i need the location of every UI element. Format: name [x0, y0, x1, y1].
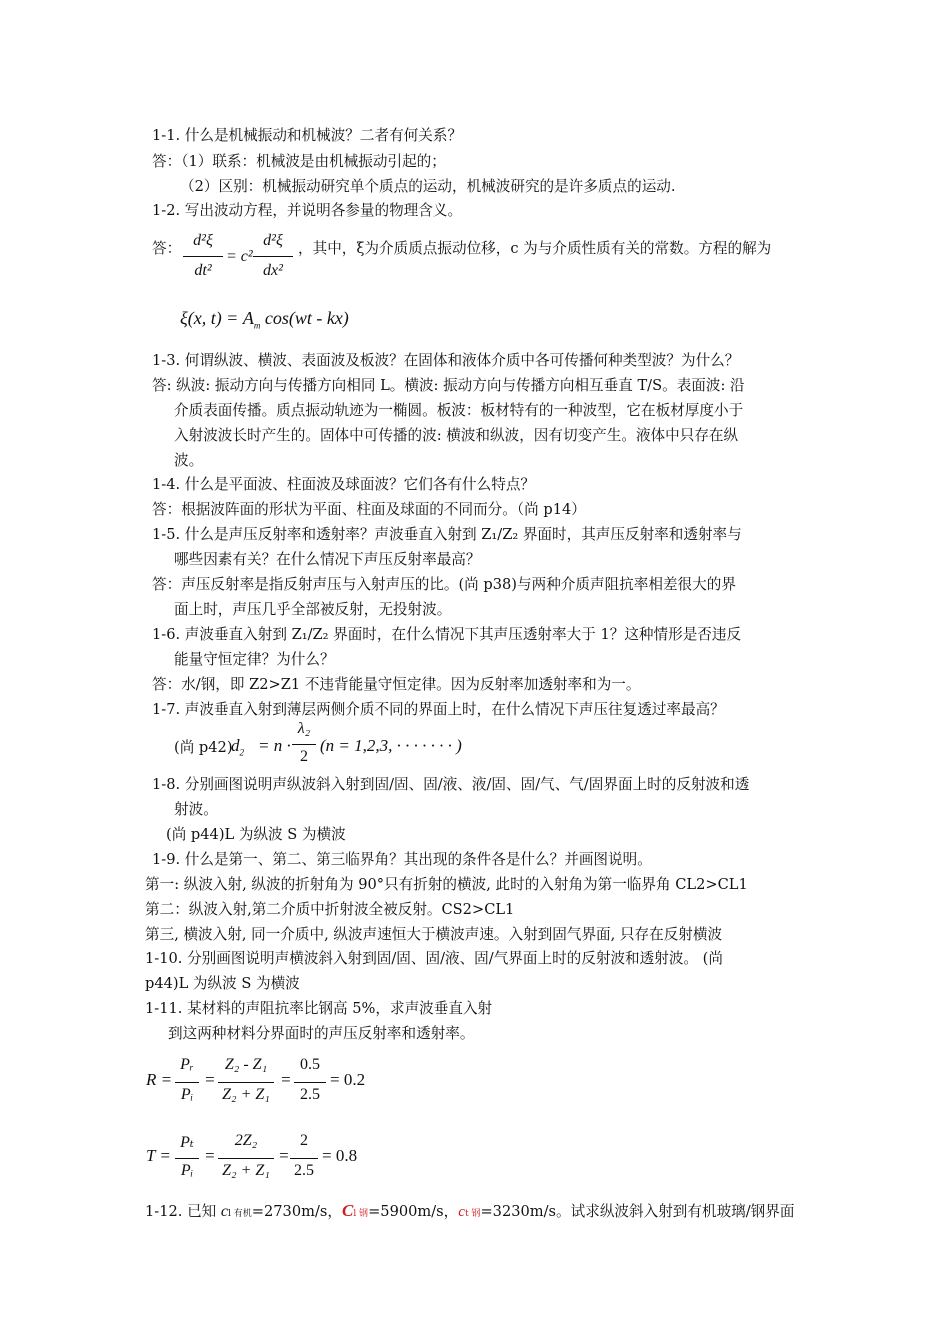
question-1-10-line-2: p44)L 为纵波 S 为横波 — [145, 975, 300, 992]
reflection-f3-denominator: 2.5 — [300, 1086, 320, 1103]
thin-layer-numerator: λ₂ — [297, 720, 311, 737]
answer-1-3-line-3: 入射波波长时产生的。固体中可传播的波: 横波和纵波，因有切变产生。液体中只存在纵 — [174, 427, 739, 444]
answer-1-2-text: ，其中，ξ为介质质点振动位移，c 为与介质性质有关的常数。方程的解为 — [298, 240, 772, 257]
transmission-f3-denominator: 2.5 — [294, 1162, 314, 1179]
thin-layer-denominator: 2 — [300, 748, 308, 765]
thin-layer-equals-n: = n · — [258, 736, 291, 755]
answer-1-6: 答：水/钢，即 Z2>Z1 不违背能量守恒定律。因为反射率加透射率和为一。 — [152, 676, 641, 693]
question-1-11-line-1: 1-11. 某材料的声阻抗率比钢高 5%，求声波垂直入射 — [145, 1000, 493, 1017]
reflection-result: = 0.2 — [330, 1070, 366, 1089]
answer-1-1-line-2: （2）区别：机械振动研究单个质点的运动，机械波研究的是许多质点的运动. — [180, 178, 676, 195]
transmission-T-label: T = — [146, 1146, 171, 1165]
answer-1-1-line-1: 答：（1）联系：机械波是由机械振动引起的； — [152, 153, 446, 170]
question-1-2: 1-2. 写出波动方程，并说明各参量的物理含义。 — [152, 202, 463, 219]
transmission-f3-bar — [290, 1158, 318, 1159]
reflection-eq1: = — [204, 1070, 216, 1089]
transmission-eq2: = — [278, 1146, 290, 1165]
reflection-f1-numerator: Pᵣ — [180, 1056, 194, 1073]
thin-layer-d2: $d_2$ — [231, 736, 244, 758]
question-1-8-line-1: 1-8. 分别画图说明声纵波斜入射到固/固、固/液、液/固、固/气、气/固界面上时的反射波和透 — [152, 776, 750, 793]
reflection-f1-bar — [175, 1082, 199, 1083]
wave-eq-lhs-numerator: d²ξ — [193, 232, 213, 249]
wave-eq-rhs-numerator: d²ξ — [263, 232, 283, 249]
transmission-f1-bar — [175, 1158, 199, 1159]
question-1-5-line-2: 哪些因素有关？在什么情况下声压反射率最高？ — [174, 551, 481, 568]
question-1-10-line-1: 1-10. 分别画图说明声横波斜入射到固/固、固/液、固/气界面上时的反射波和透射波。 (尚 — [145, 950, 723, 967]
thin-layer-n-values: (n = 1,2,3, · · · · · · · ) — [320, 736, 462, 755]
reflection-f2-denominator: Z₂ + Z₁ — [222, 1086, 270, 1103]
transmission-f1-denominator: Pᵢ — [180, 1162, 194, 1179]
question-1-6-line-1: 1-6. 声波垂直入射到 Z₁/Z₂ 界面时，在什么情况下其声压透射率大于 1？这种情形是否违反 — [152, 626, 742, 643]
answer-1-9-second: 第二：纵波入射,第二介质中折射波全被反射。CS2>CL1 — [145, 901, 515, 918]
wave-eq-rhs-fraction-bar — [253, 256, 293, 257]
transmission-result: = 0.8 — [322, 1146, 358, 1165]
answer-1-5-line-2: 面上时，声压几乎全部被反射，无投射波。 — [174, 601, 452, 618]
transmission-f2-numerator: 2Z₂ — [234, 1132, 258, 1149]
answer-1-2-prefix: 答： — [152, 240, 182, 257]
question-1-4: 1-4. 什么是平面波、柱面波及球面波？它们各有什么特点？ — [152, 476, 536, 493]
answer-1-7-prefix: (尚 p42) — [174, 739, 233, 756]
question-1-3: 1-3. 何谓纵波、横波、表面波及板波？在固体和液体介质中各可传播何种类型波？为什么？ — [152, 352, 740, 369]
thin-layer-fraction-bar — [292, 744, 316, 745]
question-1-8-line-2: 射波。 — [174, 801, 218, 818]
question-1-9: 1-9. 什么是第一、第二、第三临界角？其出现的条件各是什么？并画图说明。 — [152, 851, 652, 868]
wave-eq-lhs-fraction-bar — [183, 256, 223, 257]
answer-1-8: (尚 p44)L 为纵波 S 为横波 — [166, 826, 346, 843]
reflection-f3-bar — [294, 1082, 326, 1083]
question-1-1: 1-1. 什么是机械振动和机械波？二者有何关系？ — [152, 127, 463, 144]
transmission-f2-denominator: Z₂ + Z₁ — [222, 1162, 270, 1179]
question-1-5-line-1: 1-5. 什么是声压反射率和透射率？声波垂直入射到 Z₁/Z₂ 界面时，其声压反射率和透射率与 — [152, 526, 742, 543]
answer-1-3-line-2: 介质表面传播。质点振动轨迹为一椭圆。板波：板材特有的一种波型，它在板材厚度小于 — [174, 402, 744, 419]
answer-1-9-third: 第三, 横波入射, 同一介质中, 纵波声速恒大于横波声速。入射到固气界面, 只存在反射横波 — [145, 926, 723, 943]
reflection-f1-denominator: Pᵢ — [180, 1086, 194, 1103]
reflection-f3-numerator: 0.5 — [300, 1056, 320, 1073]
answer-1-5-line-1: 答：声压反射率是指反射声压与入射声压的比。(尚 p38)与两种介质声阻抗率相差很大的界 — [152, 576, 736, 593]
transmission-f1-numerator: Pₜ — [180, 1134, 194, 1151]
wave-solution: ξ(x, $t) = A_m$ cos(wt - kx) — [180, 308, 349, 331]
answer-1-3-line-4: 波。 — [174, 452, 204, 469]
question-1-11-line-2: 到这两种材料分界面时的声压反射率和透射率。 — [168, 1025, 475, 1042]
transmission-eq1: = — [204, 1146, 216, 1165]
reflection-f2-bar — [218, 1082, 274, 1083]
wave-eq-lhs-denominator: dt² — [194, 262, 212, 279]
reflection-f2-numerator: Z₂ - Z₁ — [224, 1056, 268, 1073]
question-1-6-line-2: 能量守恒定律？为什么？ — [174, 651, 335, 668]
question-1-12: 1-12. 已知 cl 有机=2730m/s，Cl 钢=5900m/s，ct 钢=3230m/s。试求纵波斜入射到有机玻璃/钢界面 — [145, 1201, 795, 1220]
wave-eq-equals-c2: = c² — [226, 248, 253, 265]
transmission-f3-numerator: 2 — [300, 1132, 308, 1149]
transmission-f2-bar — [218, 1158, 274, 1159]
answer-1-4: 答：根据波阵面的形状为平面、柱面及球面的不同而分。（尚 p14） — [152, 501, 586, 518]
answer-1-3-line-1: 答: 纵波: 振动方向与传播方向相同 L。横波: 振动方向与传播方向相互垂直 T/S。表面波: 沿 — [152, 377, 745, 394]
wave-eq-rhs-denominator: dx² — [263, 262, 283, 279]
reflection-eq2: = — [280, 1070, 292, 1089]
answer-1-9-first: 第一: 纵波入射, 纵波的折射角为 90°只有折射的横波, 此时的入射角为第一临界角 CL2>CL1 — [145, 876, 748, 893]
reflection-R-label: R = — [146, 1070, 173, 1089]
question-1-7: 1-7. 声波垂直入射到薄层两侧介质不同的界面上时，在什么情况下声压往复透过率最高？ — [152, 701, 725, 718]
